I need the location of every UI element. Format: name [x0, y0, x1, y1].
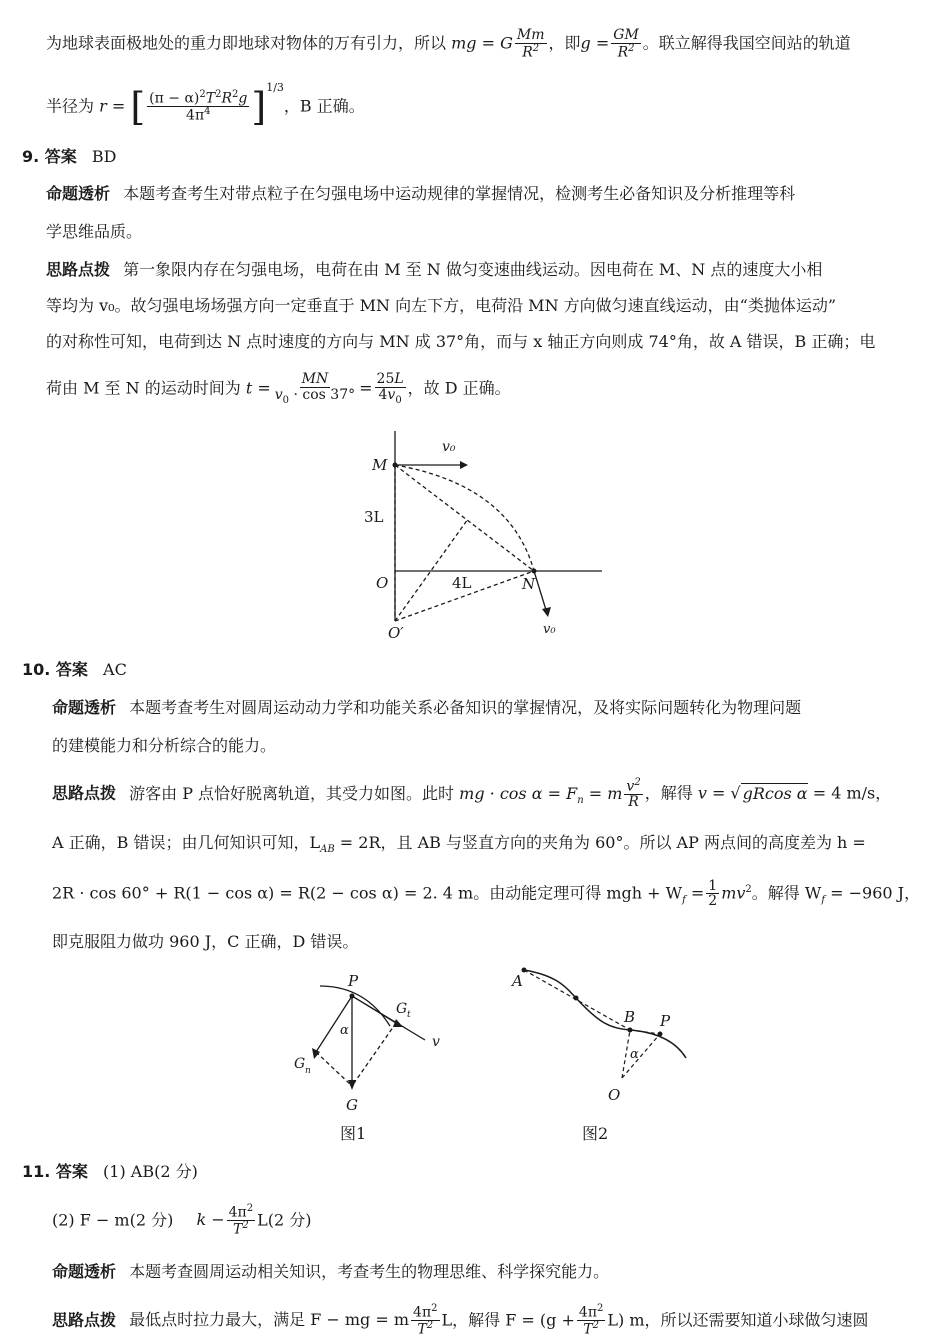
q11-thinking-label: 思路点拨: [52, 1310, 117, 1330]
fig1-caption: 图1: [340, 1124, 367, 1143]
velocity-arrow-bottom: [534, 571, 546, 610]
fraction-orbit-radius: $\frac{(\pi - \alpha)^2T^2R^2g}{4\pi^4}$: [149, 88, 248, 124]
fig1-label-Gt: G: [396, 1001, 408, 1017]
fraction-Mm-R2: $\frac{Mm}{R^2}$: [516, 27, 545, 61]
fig1-label-G: G: [346, 1096, 358, 1114]
label-v0-bottom: v₀: [543, 622, 556, 637]
point-P2: [658, 1032, 663, 1037]
fraction-GM-R2: $\frac{GM}{R^2}$: [613, 27, 639, 61]
q10-label: 10. 答案: [22, 660, 88, 679]
q11-analysis-label: 命题透析: [52, 1262, 117, 1281]
label-v0-top: v₀: [442, 439, 456, 455]
q9-field-diagram: [350, 425, 620, 640]
fig1-label-alpha: α: [340, 1023, 349, 1038]
q10-analysis-line-2: 的建模能力和分析综合的能力。: [52, 736, 277, 755]
arrowhead-Gn: [312, 1048, 320, 1059]
fig1-label-Gn-sub: n: [305, 1066, 311, 1076]
label-4L: 4L: [452, 574, 472, 592]
q10-thinking-line-2: A 正确，B 错误；由几何知识可知，$L_{AB} = 2R$，且 AB 与竖直方向的夹角为 60°。所以 AP 两点间的高度差为 h =: [52, 833, 866, 856]
dashed-Gt-G: [352, 1023, 396, 1086]
track-arc: [320, 986, 390, 1026]
q10-figure-1-forces: [290, 968, 460, 1118]
point-mid: [574, 996, 579, 1001]
q11-analysis-line-1: 命题透析 本题考查圆周运动相关知识，考查考生的物理思维、科学探究能力。: [52, 1262, 610, 1281]
line-O-prime-mid: [395, 519, 468, 621]
fig2-caption: 图2: [582, 1124, 609, 1143]
q10-answer-line: [22, 656, 127, 684]
point-P: [350, 994, 355, 999]
fig2-label-A: A: [512, 972, 523, 990]
q11-answer-part2: (2) F − m(2 分) k − $\frac{4\pi^2}{T^2}$ L(2 分): [52, 1203, 312, 1238]
fig2-label-P: P: [660, 1012, 671, 1030]
q9-thinking-label: 思路点拨: [46, 260, 111, 279]
point-M: [393, 463, 398, 468]
label-M: M: [372, 456, 388, 474]
fraction-v2-R: $\frac{v^2}{R}$: [626, 777, 641, 811]
fraction-one-half: $\frac{1}{2}$: [708, 877, 718, 910]
q10-thinking-line-3: 2R · cos 60° + R(1 − cos α) = R(2 − cos α) = 2. 4 m。由动能定理可得 mgh + $W_f$ = $\frac{1}{2}$ $mv^2$。解得 $W_f = -960$ J，: [52, 877, 921, 910]
point-N: [532, 569, 537, 574]
q9-analysis-line-2: 学思维品质。: [46, 222, 143, 241]
arrowhead-Gt: [393, 1019, 403, 1027]
label-3L: 3L: [364, 508, 384, 526]
q11-thinking-line-1: 思路点拨 最低点时拉力最大，满足 F − mg = m $\frac{4\pi^2}{T^2}$ L，解得 F = (g + $\frac{4\pi^2}{T^2}$ L) m，所以还需要知道小球做匀速圆: [52, 1303, 869, 1338]
arrowhead-bottom: [542, 607, 551, 617]
fig1-label-Gn: G: [294, 1056, 306, 1072]
fig1-label-P: P: [348, 972, 359, 990]
dashed-Gn-G: [316, 1052, 352, 1086]
fig2-label-B: B: [624, 1008, 636, 1026]
line-MN: [395, 465, 534, 571]
intro-line-1: 为地球表面极地处的重力即地球对物体的万有引力，所以 mg = G $\frac{Mm}{R^2}$ ，即g = $\frac{GM}{R^2}$ 。联立解得我国空间站的轨道: [46, 27, 851, 61]
q10-figure-2-track: [510, 960, 710, 1110]
q11-answer-line: [22, 1158, 198, 1186]
fig1-label-v: v: [432, 1034, 440, 1050]
q9-analysis-line-1: 命题透析 本题考查考生对带点粒子在匀强电场中运动规律的掌握情况，检测考生必备知识及分析推理等科: [46, 184, 796, 203]
q9-answer-line: [22, 143, 116, 171]
q9-thinking-line-2: 等均为 v₀。故匀强电场场强方向一定垂直于 MN 向左下方，电荷沿 MN 方向做匀速直线运动，由“类抛体运动”: [46, 296, 837, 315]
q10-analysis-line-1: 命题透析 本题考查考生对圆周运动动力学和功能关系必备知识的掌握情况，及将实际问题转化为物理问题: [52, 698, 802, 717]
q9-label: 9. 答案: [22, 147, 77, 166]
fig2-label-alpha: α: [630, 1047, 639, 1062]
label-N: N: [522, 575, 536, 593]
q10-thinking-line-1: 思路点拨 游客由 P 点恰好脱离轨道，其受力如图。此时 mg · $\cos \alpha = F_n = m$ $\frac{v^2}{R}$ ，解得 v = √ gRcos α = 4 m/s，: [52, 777, 892, 811]
point-B: [628, 1028, 633, 1033]
q9-thinking-line-1: 思路点拨 第一象限内存在匀强电场，电荷在由 M 至 N 做匀变速曲线运动。因电荷在 M、N 点的速度大小相: [46, 260, 823, 279]
q9-thinking-line-3: 的对称性可知，电荷到达 N 点时速度的方向与 MN 成 37°角，而与 x 轴正方向则成 74°角，故 A 错误，B 正确；电: [46, 332, 876, 351]
q11-answer-part1: (1) AB(2 分): [103, 1162, 198, 1181]
q9-analysis-label: 命题透析: [46, 184, 111, 203]
q10-thinking-label: 思路点拨: [52, 783, 117, 803]
fig2-label-O: O: [608, 1086, 621, 1104]
q9-thinking-line-4: 荷由 M 至 N 的运动时间为 t = $\frac{MN}{v_0 \cdot \cos 37^\circ}$ = $\frac{25L}{4v_0}$ ，故 D 正确。: [46, 371, 511, 406]
q9-answer: BD: [91, 147, 117, 166]
fraction-time-mn: $\frac{MN}{v_0 \cdot \cos 37^\circ}$: [274, 371, 356, 406]
fraction-4pi2-T2: $\frac{4\pi^2}{T^2}$: [228, 1203, 254, 1238]
q10-analysis-label: 命题透析: [52, 698, 117, 717]
intro-line-2: 半径为 r = [ $\frac{(\pi - \alpha)^2T^2R^2g}{4\pi^4}$ ]$^{1/3}$，B 正确。: [46, 81, 365, 129]
formula-mg: mg = G: [451, 33, 513, 53]
force-Gt: [352, 996, 396, 1023]
q10-thinking-line-4: 即克服阻力做功 960 J，C 正确，D 错误。: [52, 932, 359, 951]
arrowhead-top: [460, 461, 468, 469]
arrowhead-G: [348, 1080, 356, 1090]
q11-label: 11. 答案: [22, 1162, 88, 1181]
fraction-25L-4v0: $\frac{25L}{4v_0}$: [376, 371, 404, 406]
fig1-label-Gt-sub: t: [407, 1010, 411, 1020]
label-O-prime: O′: [388, 624, 404, 640]
label-O: O: [376, 574, 389, 592]
q10-answer: AC: [103, 660, 127, 679]
